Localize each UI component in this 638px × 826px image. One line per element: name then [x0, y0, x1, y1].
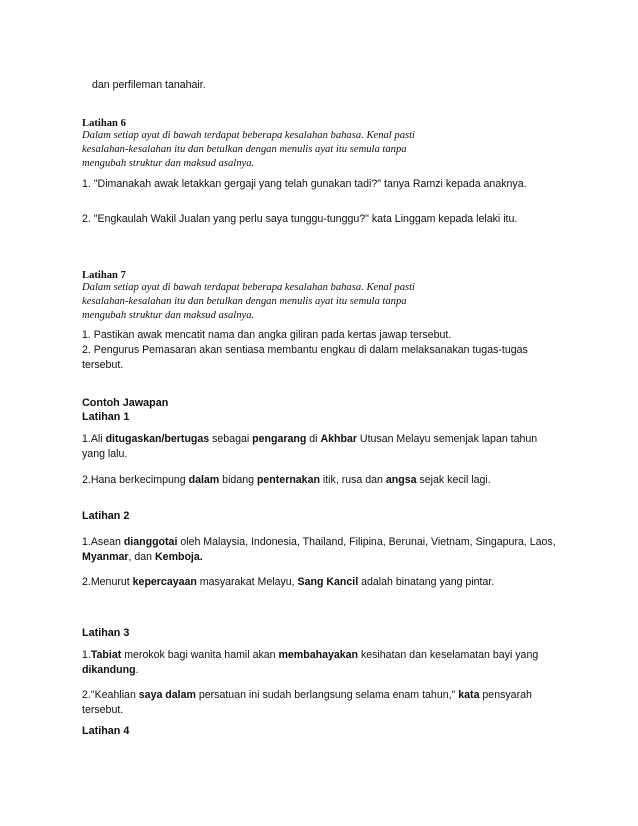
answer-text: di — [306, 433, 321, 445]
answer-text: adalah binatang — [358, 576, 437, 588]
item-text: Pastikan awak mencatit nama dan angka giliran pada kertas jawap tersebut. — [93, 329, 452, 341]
answer-text: Menurut — [90, 576, 133, 588]
answer-text: bidang — [219, 474, 257, 486]
latihan-7-instruction: Dalam setiap ayat di bawah terdapat beberapa kesalahan bahasa. Kenal pasti kesalahan-kesalahan itu dan betulkan dengan menulis ayat itu semula tanpa mengubah struktur dan maksud asalnya. — [82, 282, 415, 321]
latihan-3-title: Latihan 3 — [82, 627, 130, 639]
item-number: 2. — [82, 344, 91, 356]
answer-text: tahun," — [422, 689, 459, 701]
correction-word: kata — [458, 689, 480, 701]
answer-text: Utusan Melayu — [356, 433, 431, 445]
answer-text-continued: semenjak lapan tahun yang lalu. — [82, 433, 538, 460]
latihan-2-answer-1 — [82, 535, 562, 565]
latihan-6-title: Latihan 6 — [82, 118, 126, 129]
latihan-1-answer-2 — [82, 473, 562, 488]
item-text-continued: kepada lelaki itu. — [438, 213, 518, 225]
item-number: 1. — [82, 329, 91, 341]
item-text-continued: kepada anaknya. — [445, 178, 527, 190]
correction-word: dalam — [188, 474, 220, 486]
latihan-4-title: Latihan 4 — [82, 725, 130, 737]
latihan-3-answer-1 — [82, 648, 562, 678]
answer-text: "Keahlian — [90, 689, 139, 701]
correction-word: Tabiat — [90, 649, 122, 661]
correction-word: Kemboja. — [155, 551, 203, 563]
latihan-6-item-2 — [82, 212, 562, 227]
correction-word: Akhbar — [320, 433, 357, 445]
answer-text: Hana berkecimpung — [90, 474, 189, 486]
item-text: Pengurus Pemasaran akan sentiasa membantu engkau di dalam — [93, 344, 399, 356]
item-text: "Dimanakah awak letakkan gergaji yang telah gunakan tadi?" tanya Ramzi — [93, 178, 443, 190]
correction-word: kepercayaan — [132, 576, 197, 588]
answer-text: merokok bagi wanita hamil akan — [121, 649, 279, 661]
answer-text: Ali — [90, 433, 106, 445]
intro-tail-text: dan perfileman tanahair. — [92, 79, 206, 91]
answer-text: Vietnam, Singapura, Laos, — [431, 536, 556, 548]
answer-text: oleh Malaysia, Indonesia, Thailand, Filipina, Berunai, — [177, 536, 429, 548]
answer-text: itik, rusa dan — [319, 474, 386, 486]
answer-text: sebagai — [209, 433, 253, 445]
correction-word: dianggotai — [123, 536, 178, 548]
latihan-1-answer-1 — [82, 432, 562, 462]
correction-word: membahayakan — [278, 649, 358, 661]
latihan-2-title: Latihan 2 — [82, 510, 130, 522]
latihan-1-title: Latihan 1 — [82, 411, 130, 423]
item-number: 1. — [82, 178, 91, 190]
item-text-continued: melaksanakan tugas-tugas tersebut. — [82, 344, 528, 371]
correction-word: angsa — [385, 474, 417, 486]
correction-word: pengarang — [252, 433, 307, 445]
latihan-7-title: Latihan 7 — [82, 270, 126, 281]
correction-word: dikandung — [82, 664, 136, 676]
item-number: 2. — [82, 474, 91, 486]
item-number: 1. — [82, 649, 91, 661]
latihan-6-item-1 — [82, 177, 562, 192]
item-number: 2. — [82, 213, 91, 225]
latihan-7-item-2 — [82, 343, 562, 373]
latihan-3-answer-2 — [82, 688, 562, 718]
answer-text: masyarakat Melayu, — [196, 576, 298, 588]
answer-text: , dan — [128, 551, 156, 563]
answer-text: . — [135, 664, 139, 676]
answer-text: kesihatan dan — [358, 649, 427, 661]
item-text: "Engkaulah Wakil Jualan yang perlu saya tunggu-tunggu?" kata Linggam — [93, 213, 436, 225]
correction-word: Myanmar — [82, 551, 129, 563]
answer-text: keselamatan bayi yang — [429, 649, 539, 661]
item-number: 1. — [82, 536, 91, 548]
item-number: 2. — [82, 576, 91, 588]
correction-word: saya dalam — [138, 689, 196, 701]
correction-word: Sang Kancil — [297, 576, 359, 588]
answer-text: pensyarah tersebut. — [82, 689, 532, 716]
answer-text-continued: yang pintar. — [439, 576, 495, 588]
latihan-2-answer-2 — [82, 575, 562, 590]
item-number: 2. — [82, 689, 91, 701]
latihan-7-item-1 — [82, 328, 562, 343]
answer-text-continued: sejak kecil lagi. — [419, 474, 491, 486]
correction-word: ditugaskan/bertugas — [105, 433, 210, 445]
latihan-6-instruction: Dalam setiap ayat di bawah terdapat beberapa kesalahan bahasa. Kenal pasti kesalahan-kesalahan itu dan betulkan dengan menulis ayat itu semula tanpa mengubah struktur dan maksud asalnya. — [82, 130, 415, 169]
answer-text: persatuan ini sudah berlangsung selama enam — [195, 689, 420, 701]
answer-text: Asean — [90, 536, 124, 548]
correction-word: penternakan — [256, 474, 320, 486]
contoh-jawapan-heading: Contoh Jawapan — [82, 397, 169, 409]
item-number: 1. — [82, 433, 91, 445]
